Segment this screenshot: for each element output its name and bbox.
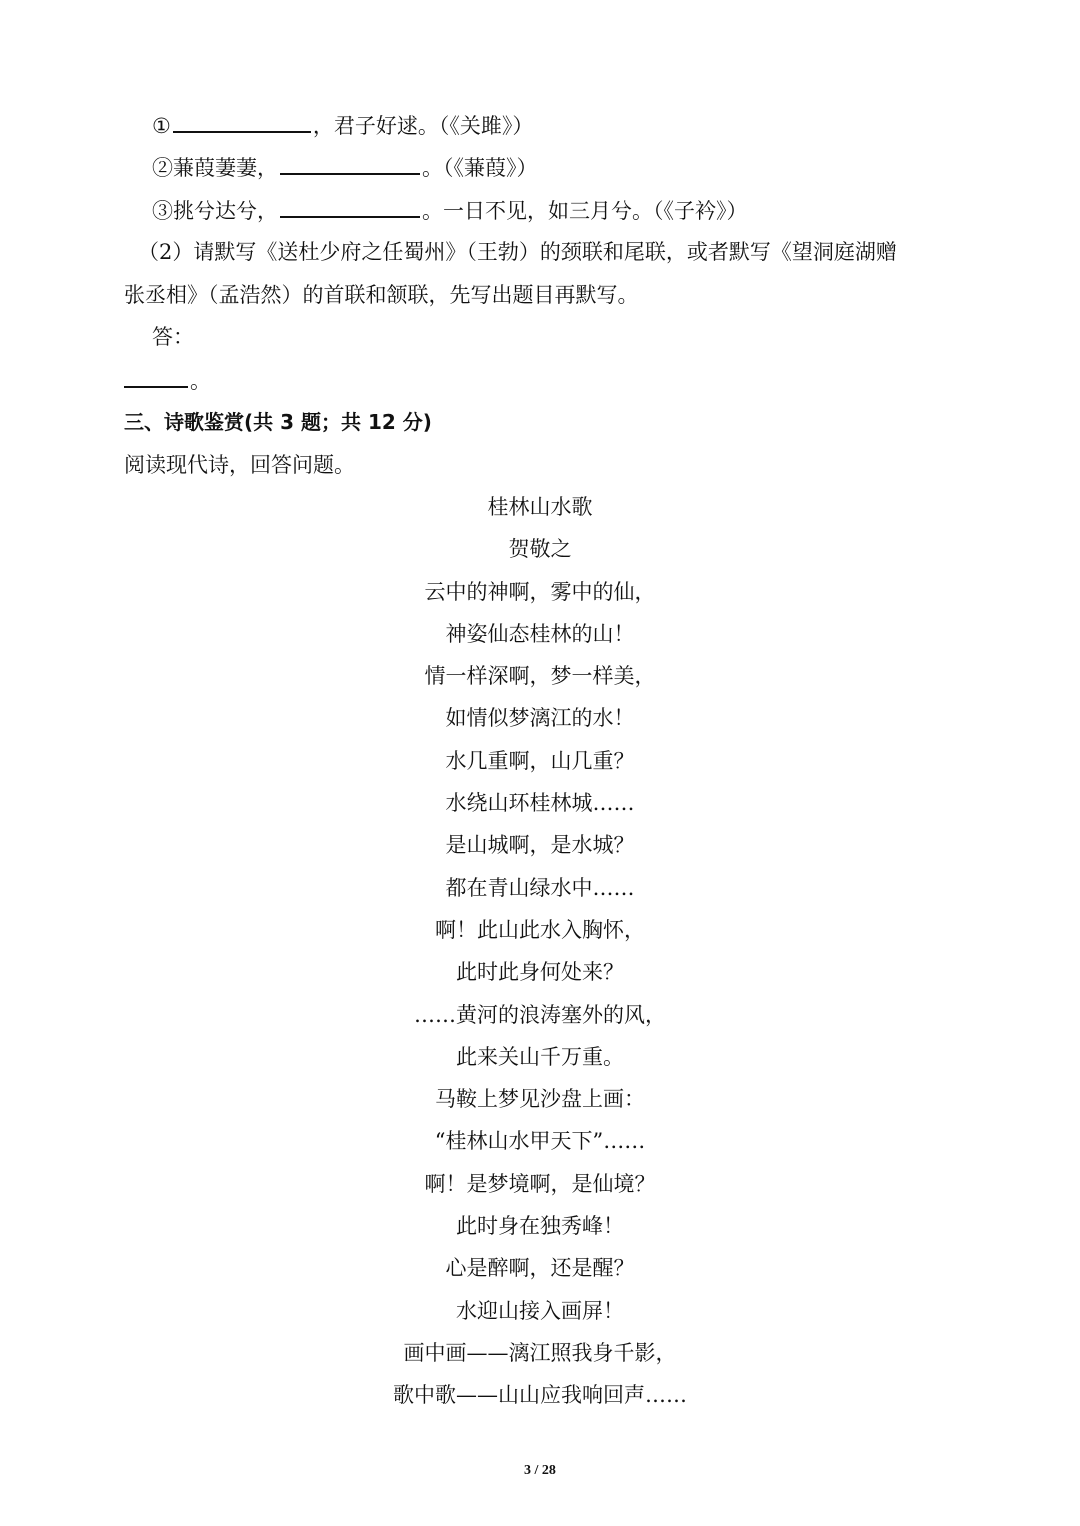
poem-line: ……黄河的浪涛塞外的风， [414, 1002, 666, 1027]
poem-author: 贺敬之 [508, 537, 572, 562]
answer-line [124, 366, 211, 395]
item-text-3-after: 。一日不见，如三月兮。（《子衿》） [422, 199, 748, 223]
item-text-2-before: 蒹葭萋萋， [173, 156, 278, 180]
poem-line: 水迎山接入画屏！ [456, 1298, 624, 1323]
poem-line: 画中画——漓江照我身千影， [403, 1340, 677, 1365]
answer-blank-2 [280, 153, 420, 175]
item-marker-2: ② [152, 156, 173, 180]
poem-line: 是山城啊，是水城？ [445, 833, 635, 858]
poem-line: 神姿仙态桂林的山！ [445, 621, 635, 646]
fill-blank-item-1 [152, 111, 533, 140]
poem-line: 心是醉啊，还是醒？ [445, 1256, 635, 1281]
poem-line: “桂林山水甲天下”…… [434, 1129, 646, 1154]
page-number: 3 / 28 [524, 1463, 556, 1478]
item-marker-3: ③ [152, 199, 173, 223]
answer-line-end: 。 [190, 369, 211, 393]
answer-blank-long [124, 366, 188, 388]
item-text-3-before: 挑兮达兮， [173, 199, 278, 223]
section-intro: 阅读现代诗，回答问题。 [124, 453, 355, 477]
fill-blank-item-3 [152, 196, 748, 225]
poem-line: 啊！此山此水入胸怀， [435, 917, 645, 942]
poem-line: 此时此身何处来？ [456, 960, 624, 985]
fill-blank-item-2 [152, 153, 538, 182]
poem-line: 如情似梦漓江的水！ [445, 706, 635, 731]
answer-blank-1 [173, 111, 311, 133]
poem-line: 云中的神啊，雾中的仙， [424, 579, 656, 604]
question-2-line-1: （2）请默写《送杜少府之任蜀州》（王勃）的颈联和尾联，或者默写《望洞庭湖赠 [138, 240, 897, 264]
item-text-2-after: 。（《蒹葭》） [422, 156, 538, 180]
item-marker-1: ① [152, 114, 171, 138]
poem-line: 歌中歌——山山应我响回声…… [393, 1383, 687, 1408]
question-2-line-2: 张丞相》（孟浩然）的首联和颔联，先写出题目再默写。 [124, 283, 639, 307]
poem-line: 此来关山千万重。 [456, 1044, 624, 1069]
poem [0, 490, 1080, 1421]
poem-line: 都在青山绿水中…… [445, 875, 635, 900]
poem-line: 此时身在独秀峰！ [456, 1214, 624, 1239]
poem-line: 马鞍上梦见沙盘上画： [435, 1087, 645, 1112]
poem-line: 水绕山环桂林城…… [445, 791, 635, 816]
poem-line: 啊！是梦境啊，是仙境？ [424, 1171, 656, 1196]
poem-line: 情一样深啊，梦一样美， [424, 664, 656, 689]
poem-title: 桂林山水歌 [487, 495, 593, 519]
answer-label: 答： [152, 325, 194, 349]
section-heading: 三、诗歌鉴赏(共 3 题；共 12 分) [124, 410, 432, 434]
answer-blank-3 [280, 196, 420, 218]
poem-line: 水几重啊，山几重？ [445, 748, 635, 773]
item-text-1-after: ，君子好逑。（《关雎》） [312, 114, 534, 138]
